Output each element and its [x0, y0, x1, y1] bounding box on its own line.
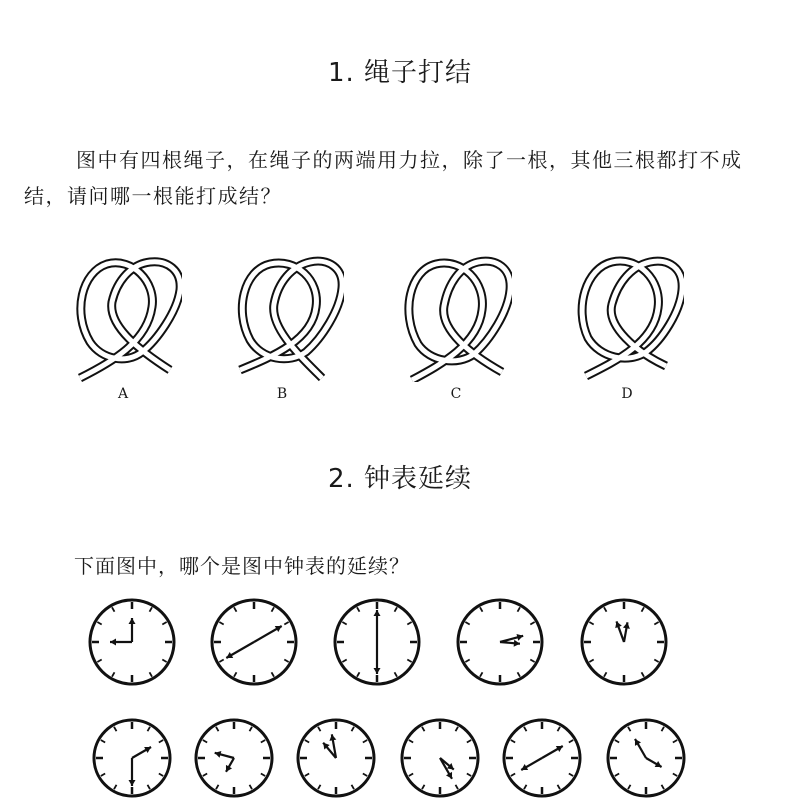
knot-c-label[interactable]: C	[450, 386, 462, 402]
option-clock[interactable]	[398, 716, 482, 800]
sequence-clock	[208, 596, 300, 688]
sequence-clock	[578, 596, 670, 688]
knot-a-label[interactable]: A	[117, 386, 129, 402]
option-clock[interactable]	[500, 716, 584, 800]
sequence-clock	[331, 596, 423, 688]
section-2-question: 下面图中，哪个是图中钟表的延续？	[74, 554, 410, 578]
knot-c-illustration	[402, 252, 512, 382]
section-2-title: 2. 钟表延续	[327, 464, 473, 494]
knot-b-illustration	[234, 252, 344, 382]
knot-d-illustration	[574, 252, 684, 382]
knot-a-illustration	[72, 252, 182, 382]
section-1-question: 图中有四根绳子，在绳子的两端用力拉，除了一根，其他三根都打不成结，请问哪一根能打成结？	[24, 148, 743, 208]
knot-d-label[interactable]: D	[621, 386, 633, 402]
option-clock[interactable]	[294, 716, 378, 800]
sequence-clock	[454, 596, 546, 688]
section-1-title: 1. 绳子打结	[327, 58, 473, 88]
knot-b-label[interactable]: B	[276, 386, 288, 402]
option-clock[interactable]	[604, 716, 688, 800]
sequence-clock	[86, 596, 178, 688]
option-clock[interactable]	[192, 716, 276, 800]
option-clock[interactable]	[90, 716, 174, 800]
